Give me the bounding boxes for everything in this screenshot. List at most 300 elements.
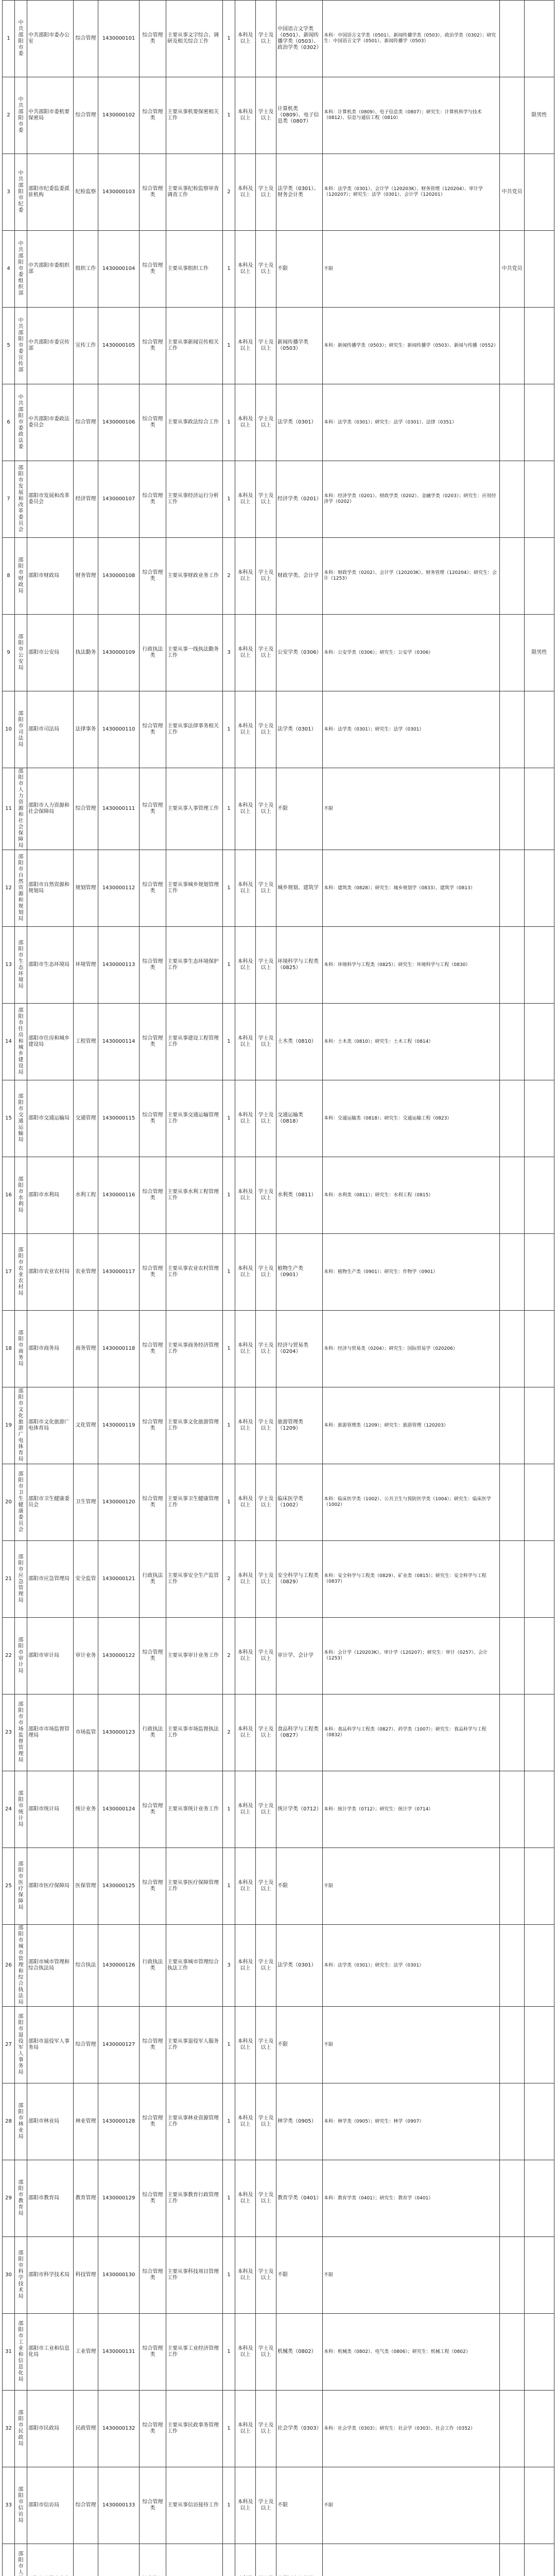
other-condition-cell: 中共党员 [500,231,525,308]
requirement-cell [323,2544,500,2576]
education-cell: 本科及以上 [235,2314,256,2391]
unit-cell: 邵阳市纪委监委派驻机构 [27,154,74,231]
other-condition-cell [500,2083,525,2160]
duty-cell: 主要从事信访接待工作 [166,2467,223,2544]
remark-cell [525,538,554,615]
headcount-cell: 1 [223,1464,235,1541]
post-code-cell: 1430000101 [98,1,140,77]
table-row [3,1004,554,1080]
duty-cell: 主要从事农业农村管理工作 [166,1234,223,1311]
headcount-cell: 1 [223,461,235,538]
table-row [3,2544,554,2576]
post-code-cell: 1430000103 [98,154,140,231]
requirement-cell: 不限 [323,1848,500,1925]
department-cell: 邵阳市民政局 [15,2391,27,2467]
duty-cell: 主要从事市场监督执法工作 [166,1694,223,1771]
table-row [3,1464,554,1541]
post-code-cell: 1430000109 [98,615,140,691]
department-cell: 邵阳市卫生健康委员会 [15,1464,27,1541]
headcount-cell: 3 [223,615,235,691]
degree-cell: 学士及以上 [256,154,276,231]
post-type-cell: 综合管理类 [140,1771,166,1848]
education-cell: 本科及以上 [235,77,256,154]
other-condition-cell [500,77,525,154]
unit-cell: 邵阳市统计局 [27,1771,74,1848]
department-cell: 邵阳市文化旅游广电体育局 [15,1387,27,1464]
other-condition-cell [500,927,525,1004]
post-code-cell: 1430000122 [98,1618,140,1694]
other-condition-cell [500,1694,525,1771]
degree-cell: 学士及以上 [256,1694,276,1771]
table-row [3,691,554,768]
row-number: 22 [3,1618,15,1694]
post-code-cell: 1430000130 [98,2237,140,2314]
post-type-cell: 综合管理类 [140,2007,166,2083]
post-code-cell: 1430000117 [98,1234,140,1311]
post-code-cell: 1430000129 [98,2160,140,2237]
education-cell: 本科及以上 [235,2237,256,2314]
unit-cell: 邵阳市医疗保障局 [27,1848,74,1925]
education-cell: 本科及以上 [235,1,256,77]
department-cell: 邵阳市商务局 [15,1311,27,1387]
other-condition-cell [500,768,525,850]
requirement-cell: 本科：会计学（120203K）、审计学（120207）；研究生：审计（0257）、会计（1253） [323,1618,500,1694]
remark-cell [525,2544,554,2576]
duty-cell [166,2544,223,2576]
post-code-cell: 1430000115 [98,1080,140,1157]
remark-cell [525,1464,554,1541]
degree-cell: 学士及以上 [256,2467,276,2544]
other-condition-cell [500,2391,525,2467]
degree-cell: 学士及以上 [256,2007,276,2083]
row-number: 7 [3,461,15,538]
table-row [3,850,554,927]
post-name-cell: 医保管理 [74,1848,98,1925]
remark-cell [525,2237,554,2314]
requirement-cell: 本科：中国语言文学类（0501）、新闻传播学类（0503）、政治学类（0302）；研究生：中国语言文学（0501）、新闻传播学（0503） [323,1,500,77]
headcount-cell: 1 [223,2237,235,2314]
table-row [3,1,554,77]
row-number: 4 [3,231,15,308]
headcount-cell: 1 [223,1771,235,1848]
major-cell: 不限 [276,1848,323,1925]
major-cell: 食品科学与工程类（0827） [276,1694,323,1771]
department-cell: 邵阳市人 [15,2544,27,2576]
degree-cell: 学士及以上 [256,1541,276,1618]
requirement-cell: 不限 [323,231,500,308]
table-row [3,308,554,384]
requirement-cell: 本科：机械类（0802）、电气类（0806）；研究生：机械工程（0802） [323,2314,500,2391]
post-type-cell: 综合管理类 [140,1080,166,1157]
major-cell: 法学类（0301） [276,691,323,768]
department-cell: 邵阳市林业局 [15,2083,27,2160]
row-number: 5 [3,308,15,384]
table-row [3,2467,554,2544]
recruitment-table [2,0,554,2576]
major-cell: 安全科学与工程类（0829） [276,1541,323,1618]
post-name-cell: 农业管理 [74,1234,98,1311]
major-cell: 法学类（0301） [276,384,323,461]
other-condition-cell [500,1234,525,1311]
education-cell: 本科及以上 [235,2160,256,2237]
row-number: 10 [3,691,15,768]
post-code-cell: 1430000125 [98,1848,140,1925]
row-number: 3 [3,154,15,231]
degree-cell: 学士及以上 [256,2391,276,2467]
degree-cell: 学士及以上 [256,1464,276,1541]
duty-cell: 主要从事法律事务相关工作 [166,691,223,768]
department-cell: 邵阳市科学技术局 [15,2237,27,2314]
remark-cell [525,1618,554,1694]
remark-cell [525,2314,554,2391]
table-row [3,1694,554,1771]
headcount-cell: 1 [223,1234,235,1311]
department-cell: 邵阳市财政局 [15,538,27,615]
unit-cell: 邵阳市水利局 [27,1157,74,1234]
table-row [3,1541,554,1618]
unit-cell: 邵阳市发展和改革委员会 [27,461,74,538]
post-type-cell: 综合管理类 [140,1311,166,1387]
post-code-cell: 1430000126 [98,1925,140,2007]
post-name-cell: 综合管理 [74,2007,98,2083]
unit-cell: 邵阳市财政局 [27,538,74,615]
other-condition-cell [500,1925,525,2007]
post-code-cell [98,2544,140,2576]
headcount-cell: 2 [223,1694,235,1771]
headcount-cell: 1 [223,1311,235,1387]
post-code-cell: 1430000107 [98,461,140,538]
headcount-cell: 1 [223,850,235,927]
department-cell: 邵阳市发展和改革委员会 [15,461,27,538]
major-cell: 机械类（0802） [276,2314,323,2391]
row-number: 16 [3,1157,15,1234]
row-number: 25 [3,1848,15,1925]
major-cell: 中国语言文学类（0501）、新闻传播学类（0503）、政治学类（0302） [276,1,323,77]
major-cell: 财政学类、会计学 [276,538,323,615]
post-type-cell: 综合管理类 [140,850,166,927]
headcount-cell: 1 [223,927,235,1004]
post-type-cell: 综合管理类 [140,1234,166,1311]
degree-cell: 学士及以上 [256,1618,276,1694]
remark-cell [525,2467,554,2544]
post-type-cell: 综合管理类 [140,154,166,231]
post-type-cell: 综合管理类 [140,1,166,77]
major-cell: 不限 [276,2007,323,2083]
other-condition-cell [500,1311,525,1387]
unit-cell: 邵阳市审计局 [27,1618,74,1694]
requirement-cell: 本科：林学类（0905）；研究生：林学（0907） [323,2083,500,2160]
major-cell: 临床医学类（1002） [276,1464,323,1541]
requirement-cell: 本科：环境科学与工程类（0825）；研究生：环境科学与工程（0830） [323,927,500,1004]
remark-cell [525,384,554,461]
headcount-cell: 2 [223,1541,235,1618]
post-name-cell: 卫生管理 [74,1464,98,1541]
other-condition-cell [500,1618,525,1694]
degree-cell: 学士及以上 [256,1157,276,1234]
post-code-cell: 1430000113 [98,927,140,1004]
post-code-cell: 1430000106 [98,384,140,461]
degree-cell: 学士及以上 [256,231,276,308]
department-cell: 邵阳市统计局 [15,1771,27,1848]
post-type-cell: 行政执法类 [140,1541,166,1618]
major-cell: 社会学类（0303） [276,2391,323,2467]
education-cell: 本科及以上 [235,1541,256,1618]
department-cell: 邵阳市退役军人事务局 [15,2007,27,2083]
remark-cell [525,2083,554,2160]
table-row [3,384,554,461]
major-cell: 不限 [276,231,323,308]
other-condition-cell [500,691,525,768]
post-code-cell: 1430000112 [98,850,140,927]
remark-cell [525,1387,554,1464]
education-cell: 本科及以上 [235,2391,256,2467]
remark-cell [525,927,554,1004]
remark-cell [525,1234,554,1311]
education-cell: 本科及以上 [235,1311,256,1387]
duty-cell: 主要从事科技项目管理工作 [166,2237,223,2314]
other-condition-cell [500,1004,525,1080]
education-cell: 本科及以上 [235,538,256,615]
post-name-cell: 水利工程 [74,1157,98,1234]
major-cell [276,2544,323,2576]
department-cell: 中共邵阳市委组织部 [15,231,27,308]
requirement-cell: 本科：土木类（0810）；研究生：土木工程（0814） [323,1004,500,1080]
unit-cell: 邵阳市信访局 [27,2467,74,2544]
degree-cell: 学士及以上 [256,1004,276,1080]
education-cell: 本科及以上 [235,1771,256,1848]
major-cell: 环境科学与工程类（0825） [276,927,323,1004]
degree-cell: 学士及以上 [256,1234,276,1311]
other-condition-cell [500,850,525,927]
requirement-cell: 本科：社会学类（0303）；研究生：社会学（0303）、社会工作（0352） [323,2391,500,2467]
requirement-cell: 本科：法学类（0301）、会计学（120203K）、财务管理（120204）、审计学（120207）；研究生：法学（0301）、会计学（120201） [323,154,500,231]
duty-cell: 主要从事统计业务工作 [166,1771,223,1848]
duty-cell: 主要从事林业资源管理工作 [166,2083,223,2160]
department-cell: 邵阳市司法局 [15,691,27,768]
department-cell: 邵阳市医疗保障局 [15,1848,27,1925]
post-type-cell: 综合管理类 [140,538,166,615]
post-type-cell: 综合管理类 [140,691,166,768]
row-number: 31 [3,2314,15,2391]
headcount-cell: 1 [223,384,235,461]
major-cell: 法学类（0301） [276,1925,323,2007]
unit-cell: 邵阳市生态环境局 [27,927,74,1004]
unit-cell: 中共邵阳市委政法委员会 [27,384,74,461]
duty-cell: 主要从事卫生健康管理工作 [166,1464,223,1541]
unit-cell: 中共邵阳市委办公室 [27,1,74,77]
duty-cell: 主要从事生态环境保护工作 [166,927,223,1004]
education-cell: 本科及以上 [235,1004,256,1080]
post-code-cell: 1430000108 [98,538,140,615]
post-type-cell: 行政执法类 [140,615,166,691]
post-type-cell: 行政执法类 [140,1694,166,1771]
table-row [3,2391,554,2467]
remark-cell [525,2391,554,2467]
major-cell: 教育学类（0401） [276,2160,323,2237]
remark-cell: 限男性 [525,615,554,691]
education-cell: 本科及以上 [235,1848,256,1925]
row-number: 33 [3,2467,15,2544]
department-cell: 邵阳市生态环境局 [15,927,27,1004]
post-name-cell: 交通管理 [74,1080,98,1157]
headcount-cell: 1 [223,2160,235,2237]
other-condition-cell [500,1,525,77]
education-cell: 本科及以上 [235,154,256,231]
remark-cell [525,2007,554,2083]
remark-cell [525,461,554,538]
education-cell: 本科及以上 [235,384,256,461]
unit-cell: 邵阳市教育局 [27,2160,74,2237]
requirement-cell: 本科：临床医学类（1002）、公共卫生与预防医学类（1004）；研究生：临床医学（1002） [323,1464,500,1541]
duty-cell: 主要从事审计业务工作 [166,1618,223,1694]
headcount-cell: 1 [223,1004,235,1080]
duty-cell: 主要从事医疗保障管理工作 [166,1848,223,1925]
major-cell: 植物生产类（0901） [276,1234,323,1311]
education-cell: 本科及以上 [235,231,256,308]
requirement-cell: 本科：财政学类（0202）、会计学（120203K）、财务管理（120204）；研究生：会计（1253） [323,538,500,615]
duty-cell: 主要从事机要保密相关工作 [166,77,223,154]
row-number [3,2544,15,2576]
headcount-cell: 3 [223,1925,235,2007]
major-cell: 审计学、会计学 [276,1618,323,1694]
degree-cell: 学士及以上 [256,2237,276,2314]
duty-cell: 主要从事商务经济管理工作 [166,1311,223,1387]
other-condition-cell [500,308,525,384]
post-name-cell [74,2544,98,2576]
major-cell: 经济学类（0201） [276,461,323,538]
post-code-cell: 1430000110 [98,691,140,768]
requirement-cell: 本科：经济学类（0201）、财政学类（0202）、金融学类（0203）；研究生：应用经济学（0202） [323,461,500,538]
post-name-cell: 综合管理 [74,1,98,77]
table-row [3,1771,554,1848]
post-code-cell: 1430000133 [98,2467,140,2544]
remark-cell [525,1771,554,1848]
duty-cell: 主要从事城乡规划管理工作 [166,850,223,927]
post-type-cell: 综合管理类 [140,2391,166,2467]
headcount-cell: 1 [223,2083,235,2160]
post-code-cell: 1430000114 [98,1004,140,1080]
post-code-cell: 1430000127 [98,2007,140,2083]
unit-cell: 邵阳市商务局 [27,1311,74,1387]
row-number: 11 [3,768,15,850]
education-cell: 本科及以上 [235,691,256,768]
department-cell: 邵阳市公安局 [15,615,27,691]
headcount-cell: 1 [223,231,235,308]
unit-cell: 邵阳市自然资源和规划局 [27,850,74,927]
duty-cell: 主要从事财政业务工作 [166,538,223,615]
post-type-cell: 行政执法类 [140,1925,166,2007]
department-cell: 中共邵阳市委 [15,77,27,154]
post-name-cell: 纪检监察 [74,154,98,231]
major-cell: 法学类（0301）、财务会计类 [276,154,323,231]
post-name-cell: 综合管理 [74,768,98,850]
remark-cell [525,1080,554,1157]
row-number: 19 [3,1387,15,1464]
post-name-cell: 科技管理 [74,2237,98,2314]
requirement-cell: 不限 [323,2237,500,2314]
department-cell: 中共邵阳市纪委 [15,154,27,231]
other-condition-cell [500,1157,525,1234]
table-row [3,615,554,691]
education-cell: 本科及以上 [235,1694,256,1771]
post-code-cell: 1430000123 [98,1694,140,1771]
education-cell [235,2544,256,2576]
headcount-cell: 1 [223,2007,235,2083]
department-cell: 中共邵阳市委宣传部 [15,308,27,384]
headcount-cell: 2 [223,154,235,231]
department-cell: 邵阳市农业农村局 [15,1234,27,1311]
table-row [3,2083,554,2160]
table-row [3,2314,554,2391]
education-cell: 本科及以上 [235,461,256,538]
post-type-cell: 综合管理类 [140,927,166,1004]
post-name-cell: 综合管理 [74,77,98,154]
row-number: 14 [3,1004,15,1080]
degree-cell: 学士及以上 [256,1925,276,2007]
degree-cell: 学士及以上 [256,308,276,384]
other-condition-cell [500,2237,525,2314]
remark-cell [525,1157,554,1234]
remark-cell [525,1004,554,1080]
unit-cell: 邵阳市科学技术局 [27,2237,74,2314]
post-name-cell: 法律事务 [74,691,98,768]
requirement-cell: 不限 [323,2007,500,2083]
headcount-cell: 1 [223,1,235,77]
row-number: 18 [3,1311,15,1387]
duty-cell: 主要从事组织工作 [166,231,223,308]
headcount-cell: 1 [223,77,235,154]
post-type-cell [140,2544,166,2576]
requirement-cell: 本科：法学类（0301）；研究生：法学（0301） [323,1925,500,2007]
post-name-cell: 教育管理 [74,2160,98,2237]
unit-cell: 邵阳市退役军人事务局 [27,2007,74,2083]
remark-cell [525,2160,554,2237]
duty-cell: 主要从事经济运行分析工作 [166,461,223,538]
requirement-cell: 本科：公安学类（0306）；研究生：公安学（0306） [323,615,500,691]
requirement-cell: 本科：建筑类（0828）；研究生：城乡规划学（0833）、建筑学（0813） [323,850,500,927]
unit-cell: 中共邵阳市委机要保密局 [27,77,74,154]
row-number: 32 [3,2391,15,2467]
post-type-cell: 综合管理类 [140,77,166,154]
post-name-cell: 组织工作 [74,231,98,308]
education-cell: 本科及以上 [235,1618,256,1694]
post-type-cell: 综合管理类 [140,2160,166,2237]
other-condition-cell [500,2467,525,2544]
post-name-cell: 经济管理 [74,461,98,538]
table-body [3,1,554,2576]
row-number: 29 [3,2160,15,2237]
department-cell: 邵阳市教育局 [15,2160,27,2237]
other-condition-cell [500,461,525,538]
requirement-cell: 本科：法学类（0301）；研究生：法学（0301） [323,691,500,768]
other-condition-cell [500,2007,525,2083]
remark-cell [525,1541,554,1618]
requirement-cell: 本科：植物生产类（0901）；研究生：作物学（0901） [323,1234,500,1311]
post-code-cell: 1430000124 [98,1771,140,1848]
department-cell: 邵阳市市场监督管理局 [15,1694,27,1771]
table-row [3,154,554,231]
degree-cell: 学士及以上 [256,1311,276,1387]
department-cell: 邵阳市信访局 [15,2467,27,2544]
unit-cell [27,2544,74,2576]
post-type-cell: 综合管理类 [140,461,166,538]
post-name-cell: 规划管理 [74,850,98,927]
post-type-cell: 综合管理类 [140,384,166,461]
post-name-cell: 民政管理 [74,2391,98,2467]
post-type-cell: 综合管理类 [140,2314,166,2391]
post-code-cell: 1430000121 [98,1541,140,1618]
table-row [3,1157,554,1234]
